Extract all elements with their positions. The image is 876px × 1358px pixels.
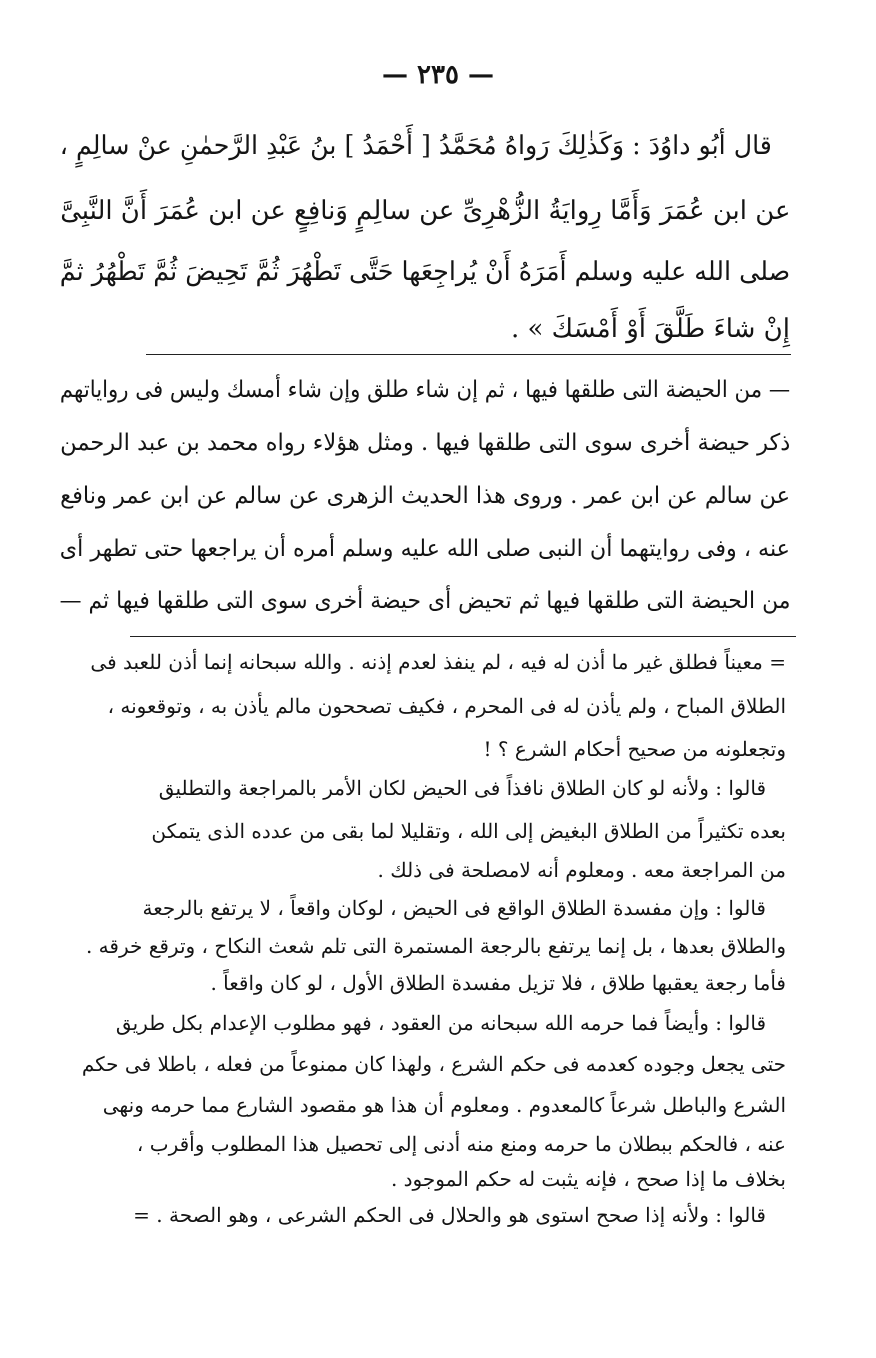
note-line: = معيناً فطلق غير ما أذن له فيه ، لم ينفذ لعدم إذنه . والله سبحانه إنما أذن للعبد فى [90,650,786,674]
note-line: بعده تكثيراً من الطلاق البغيض إلى الله ، وتقليلا لما بقى من عدده الذى يتمكن [151,819,786,843]
note-line: الشرع والباطل شرعاً كالمعدوم . ومعلوم أن هذا هو مقصود الشارع مما حرمه ونهى [102,1093,786,1117]
main-text-line: عن ابن عُمَرَ وَأَمَّا رِوايَةُ الزُّهْرِىِّ عن سالِمٍ وَنافِعٍ عن ابن عُمَرَ أَنَّ النَّبِىَّ [59,196,790,226]
section-divider [130,636,796,637]
commentary-line: — من الحيضة التى طلقها فيها ، ثم إن شاء طلق وإن شاء أمسك وليس فى رواياتهم [59,377,790,403]
commentary-line: عن سالم عن ابن عمر . وروى هذا الحديث الزهرى عن سالم عن ابن عمر ونافع [60,483,790,509]
main-text-line: صلى الله عليه وسلم أَمَرَهُ أَنْ يُراجِعَها حَتَّى تَطْهُرَ ثُمَّ تَحِيضَ ثُمَّ تَطْهُرُ ثمَّ [59,257,790,287]
note-line: حتى يجعل وجوده كعدمه فى حكم الشرع ، ولهذا كان ممنوعاً من فعله ، باطلا فى حكم [81,1052,786,1076]
note-line: بخلاف ما إذا صحح ، فإنه يثبت له حكم الموجود . [390,1167,786,1191]
note-line: عنه ، فالحكم ببطلان ما حرمه ومنع منه أدنى إلى تحصيل هذا المطلوب وأقرب ، [136,1132,786,1156]
note-line: من المراجعة معه . ومعلوم أنه لامصلحة فى ذلك . [377,858,786,882]
note-line: وتجعلونه من صحيح أحكام الشرع ؟ ! [483,737,786,761]
note-line: فأما رجعة يعقبها طلاق ، فلا تزيل مفسدة الطلاق الأول ، لو كان واقعاً . [210,971,786,995]
note-line: قالوا : ولأنه لو كان الطلاق نافذاً فى الحيض لكان الأمر بالمراجعة والتطليق [158,776,766,800]
main-text-line: قال أبُو داوُدَ : وَكَذٰلِكَ رَواهُ مُحَمَّدُ [ أَحْمَدُ ] بنُ عَبْدِ الرَّحمٰنِ عنْ سالِمٍ ، [59,131,772,161]
note-line: قالوا : ولأنه إذا صحح استوى هو والحلال فى الحكم الشرعى ، وهو الصحة . = [133,1203,766,1227]
section-divider [146,354,791,355]
commentary-line: من الحيضة التى طلقها فيها ثم تحيض أى حيضة أخرى سوى التى طلقها فيها ثم — [59,588,790,614]
page-number: — ٢٣٥ — [381,60,495,90]
commentary-line: ذكر حيضة أخرى سوى التى طلقها فيها . ومثل هؤلاء رواه محمد بن عبد الرحمن [59,430,790,456]
commentary-line: عنه ، وفى روايتهما أن النبى صلى الله عليه وسلم أمره أن يراجعها حتى تطهر أى [59,536,790,562]
note-line: الطلاق المباح ، ولم يأذن له فى المحرم ، فكيف تصححون مالم يأذن به ، وتوقعونه ، [107,694,786,718]
note-line: قالوا : وإن مفسدة الطلاق الواقع فى الحيض ، لوكان واقعاً ، لا يرتفع بالرجعة [142,896,766,920]
main-text-line: إِنْ شاءَ طَلَّقَ أَوْ أَمْسَكَ » . [510,314,790,344]
note-line: والطلاق بعدها ، بل إنما يرتفع بالرجعة المستمرة التى تلم شعث النكاح ، وترقع خرقه . [85,934,786,958]
note-line: قالوا : وأيضاً فما حرمه الله سبحانه من العقود ، فهو مطلوب الإعدام بكل طريق [115,1011,766,1035]
